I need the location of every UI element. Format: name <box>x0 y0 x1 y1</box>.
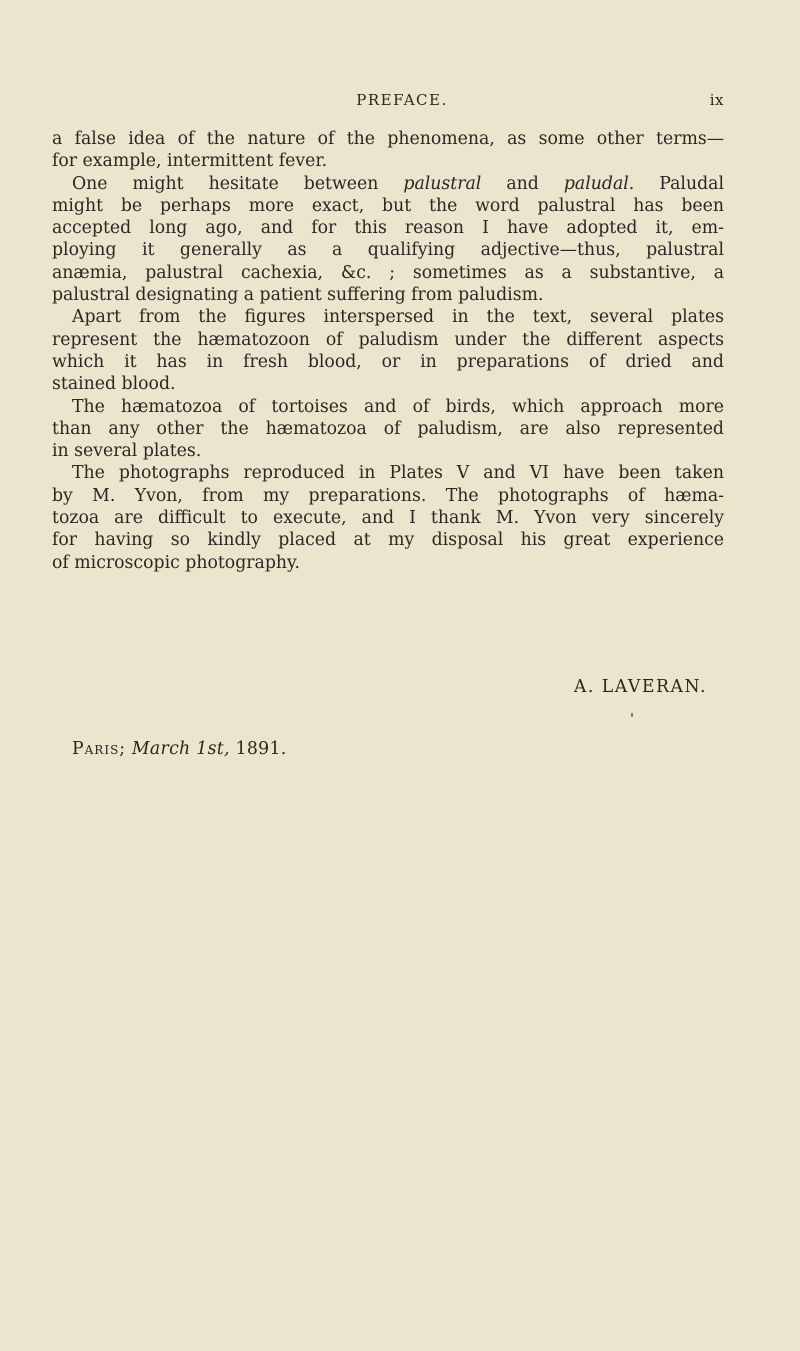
text-line: The photographs reproduced in Plates V and VI have been taken <box>72 463 724 484</box>
text-line: a false idea of the nature of the phenomena, as some other terms— <box>52 129 724 149</box>
dateline-date: March 1st, <box>131 739 230 759</box>
text-line: which it has in fresh blood, or in preparations of dried and <box>52 351 724 372</box>
text-line: represent the hæmatozoon of paludism under the different aspects <box>52 329 724 350</box>
text-line: Apart from the figures interspersed in the text, several plates <box>72 307 724 328</box>
running-head <box>52 91 724 115</box>
dateline-year: 1891. <box>235 739 287 759</box>
author-signature: A. LAVERAN. <box>573 677 707 697</box>
text-line: might be perhaps more exact, but the word palustral has been <box>52 195 724 216</box>
preface-body <box>52 128 724 574</box>
ink-speck <box>631 713 633 717</box>
text-line: ploying it generally as a qualifying adjective—thus, palustral <box>52 240 724 261</box>
text-line: accepted long ago, and for this reason I have adopted it, em- <box>52 218 724 239</box>
page-number: ix <box>709 91 724 109</box>
text-line: of microscopic photography. <box>52 552 300 573</box>
text-line: tozoa are difficult to execute, and I thank M. Yvon very sincerely <box>52 508 724 529</box>
text-line: palustral designating a patient suffering from paludism. <box>52 285 544 306</box>
paragraph <box>52 306 724 395</box>
text-line: for example, intermittent fever. <box>52 151 328 172</box>
text-line: than any other the hæmatozoa of paludism, are also represented <box>52 418 724 439</box>
text-line: The hæmatozoa of tortoises and of birds, which approach more <box>72 396 724 417</box>
dateline <box>72 739 287 759</box>
paragraph <box>52 462 724 573</box>
text-line: anæmia, palustral cachexia, &c. ; sometimes as a substantive, a <box>52 262 724 283</box>
text-line: by M. Yvon, from my preparations. The photographs of hæma- <box>52 485 724 506</box>
text-line: stained blood. <box>52 374 176 395</box>
running-head-title: PREFACE. <box>356 91 448 109</box>
text-line: One might hesitate between palustral and paludal. Paludal <box>72 173 724 194</box>
text-line: in several plates. <box>52 441 202 462</box>
dateline-place: Paris; <box>72 739 127 759</box>
paragraph <box>52 173 724 307</box>
paragraph <box>52 128 724 173</box>
paragraph <box>52 396 724 463</box>
text-line: for having so kindly placed at my disposal his great experience <box>52 530 724 551</box>
